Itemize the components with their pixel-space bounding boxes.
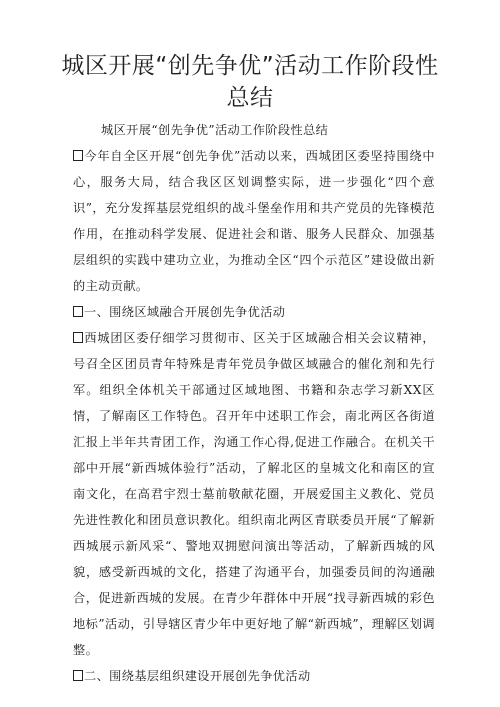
checkbox-icon	[73, 332, 83, 343]
paragraph-section-1	[73, 325, 435, 663]
document-subtitle: 城区开展“创先争优”活动工作阶段性总结	[101, 123, 329, 137]
checkbox-icon	[73, 150, 83, 161]
document-body	[73, 117, 435, 689]
paragraph-text: 今年自全区开展“创先争优”活动以来，西城团区委坚持围绕中心，服务大局，结合我区区划调整实际，进一步强化“四个意识”，充分发挥基层党组织的战斗堡垒作用和共产党员的先锋模范作用，在推动科学发展、促进社会和谐、服务人民群众、加强基层组织的实践中建功立业，为推动全区“四个示范区”建设做出新的主动贡献。	[73, 149, 435, 293]
section-heading-text: 二、围绕基层组织建设开展创先争优活动	[84, 669, 311, 683]
section-heading-1	[73, 299, 435, 325]
section-heading-text: 一、围绕区域融合开展创先争优活动	[84, 305, 286, 319]
section-heading-2	[73, 663, 435, 689]
paragraph-intro	[73, 143, 435, 299]
checkbox-icon	[73, 670, 83, 681]
paragraph-text: 西城团区委仔细学习贯彻市、区关于区域融合相关会议精神，号召全区团员青年特殊是青年党员争做区域融合的催化剂和先行军。组织全体机关干部通过区域地图、书籍和杂志学习新XX区情，了解南区工作特色。召开年中述职工作会，南北两区各街道汇报上半年共青团工作，沟通工作心得,促进工作融合。在机关干部中开展“新西城体验行”活动，了解北区的皇城文化和南区的宣南文化，在高君宇烈士墓前敬献花圈，开展爱国主义教化、党员先进性教化和团员意识教化。组织南北两区青联委员开展“了解新西城展示新风采“、警地双拥慰问演出等活动，了解新西城的风貌，感受新西城的文化，搭建了沟通平台，加强委员间的沟通融合，促进新西城的发展。在青少年群体中开展“找寻新西城的彩色地标”活动，引导辖区青少年中更好地了解“新西城”，理解区划调整。	[73, 331, 435, 657]
checkbox-icon	[73, 306, 83, 317]
document-title: 城区开展“创先争优”活动工作阶段性总结	[61, 53, 439, 111]
